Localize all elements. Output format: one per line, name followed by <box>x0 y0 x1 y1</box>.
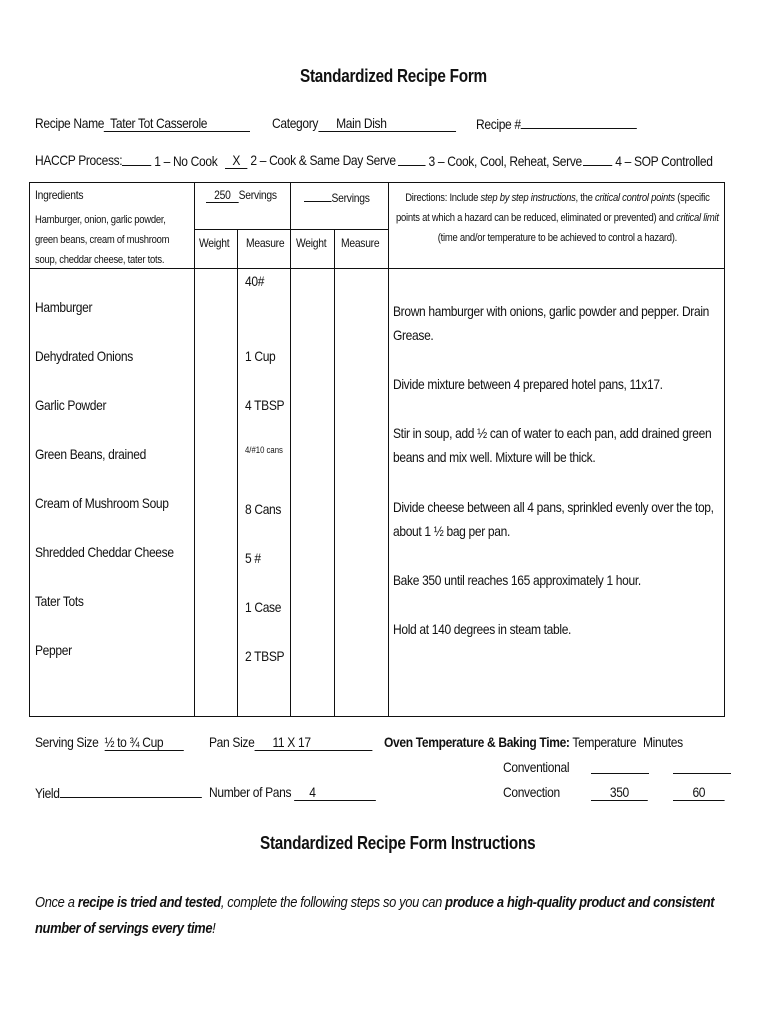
haccp-option-2-mark: X <box>225 152 247 169</box>
haccp-option-1-label: 1 – No Cook <box>154 153 218 169</box>
directions-header: Directions: Include step by step instructions, the critical control points (specific points at which a hazard can be reduced, eliminated or prevented) and critical limit (time and/or temperature to be achieved to control a hazard). <box>396 192 719 244</box>
number-of-pans-row <box>209 784 376 801</box>
ingredients-description <box>35 210 169 270</box>
pan-size-field[interactable] <box>254 734 372 751</box>
ingredient-item: Dehydrated Onions <box>35 348 133 364</box>
servings-2-label: Servings <box>331 191 370 205</box>
direction-step: Stir in soup, add ½ can of water to each pan, add drained green beans and mix well. Mixture will be thick. <box>393 425 712 465</box>
temperature-label: Temperature <box>572 734 637 750</box>
convection-label: Convection <box>503 784 560 800</box>
category-value: Main Dish <box>336 115 387 131</box>
haccp-option-2[interactable] <box>225 152 396 169</box>
direction-step: Bake 350 until reaches 165 approximately 1 hour. <box>393 572 641 588</box>
measure-value: 5 # <box>245 550 261 566</box>
pan-size-label: Pan Size <box>209 734 255 750</box>
weight-header-2: Weight <box>296 236 327 250</box>
haccp-option-2-label: 2 – Cook & Same Day Serve <box>250 152 396 168</box>
haccp-label: HACCP Process: <box>35 152 123 168</box>
servings-col-1-header <box>206 188 277 203</box>
ingredients-desc-line: green beans, cream of mushroom <box>35 234 170 246</box>
haccp-option-3-label: 3 – Cook, Cool, Reheat, Serve <box>428 153 582 169</box>
convection-temp-field[interactable]: 350 <box>591 784 648 801</box>
haccp-option-4[interactable] <box>583 152 713 169</box>
recipe-number-row <box>476 115 637 132</box>
pan-size-row <box>209 734 372 751</box>
ingredient-item: Tater Tots <box>35 593 84 609</box>
yield-label: Yield <box>35 785 60 801</box>
haccp-option-3[interactable] <box>398 152 582 169</box>
recipe-name-field[interactable] <box>104 115 250 132</box>
measure-value: 8 Cans <box>245 501 282 517</box>
convection-minutes-row <box>673 784 725 801</box>
instructions-text: Once a recipe is tried and tested, complete the following steps so you can produce a high-quality product and consistent number of servings every time! <box>35 894 715 937</box>
number-of-pans-label: Number of Pans <box>209 784 292 800</box>
serving-size-label: Serving Size <box>35 734 99 750</box>
convection-minutes-field[interactable]: 60 <box>673 784 725 801</box>
conventional-minutes-field[interactable] <box>673 773 731 774</box>
direction-step: Divide mixture between 4 prepared hotel pans, 11x17. <box>393 376 663 392</box>
ingredient-item: Garlic Powder <box>35 397 107 413</box>
serving-size-value: ½ to ¾ Cup <box>104 734 164 750</box>
number-of-pans-field[interactable] <box>294 784 376 801</box>
category-row <box>272 115 456 132</box>
servings-1-label: Servings <box>238 188 277 202</box>
recipe-number-field[interactable] <box>521 115 637 129</box>
servings-col-2-header <box>304 188 370 205</box>
haccp-option-3-mark <box>398 152 426 166</box>
ingredients-desc-line: Hamburger, onion, garlic powder, <box>35 214 166 226</box>
conventional-temp-field[interactable] <box>591 773 649 774</box>
category-label: Category <box>272 115 319 131</box>
servings-1-value[interactable]: 250 <box>206 188 239 203</box>
recipe-name-row <box>35 115 250 132</box>
pan-size-value: 11 X 17 <box>272 734 311 750</box>
serving-size-field[interactable] <box>104 734 183 751</box>
haccp-option-1[interactable] <box>122 152 217 169</box>
measure-value: 4/#10 cans <box>245 445 283 455</box>
direction-step: Brown hamburger with onions, garlic powder and pepper. Drain Grease. <box>393 303 710 343</box>
recipe-number-label: Recipe # <box>476 116 521 132</box>
measure-value: 40# <box>245 273 265 289</box>
ingredient-item: Cream of Mushroom Soup <box>35 495 169 511</box>
yield-row <box>35 784 202 801</box>
oven-label: Oven Temperature & Baking Time: <box>384 734 570 750</box>
ingredient-item: Green Beans, drained <box>35 446 146 462</box>
oven-row <box>384 734 636 750</box>
measure-header-2: Measure <box>341 236 380 250</box>
haccp-option-1-mark <box>122 152 151 166</box>
ingredients-header: Ingredients <box>35 188 84 202</box>
form-title: Standardized Recipe Form <box>300 66 487 86</box>
weight-header-1: Weight <box>199 236 230 250</box>
conventional-label: Conventional <box>503 759 570 775</box>
ingredient-item: Pepper <box>35 642 72 658</box>
recipe-name-value: Tater Tot Casserole <box>110 115 208 131</box>
measure-value: 1 Cup <box>245 348 276 364</box>
minutes-label: Minutes <box>643 734 683 750</box>
number-of-pans-value: 4 <box>309 784 316 800</box>
serving-size-row <box>35 734 184 751</box>
servings-2-value[interactable] <box>304 188 332 202</box>
haccp-option-4-mark <box>583 152 612 166</box>
yield-field[interactable] <box>60 784 202 798</box>
measure-value: 1 Case <box>245 599 282 615</box>
ingredients-desc-line: soup, cheddar cheese, tater tots. <box>35 254 165 266</box>
recipe-name-label: Recipe Name <box>35 115 105 131</box>
measure-value: 2 TBSP <box>245 648 285 664</box>
haccp-option-4-label: 4 – SOP Controlled <box>615 153 713 169</box>
measure-value: 4 TBSP <box>245 397 285 413</box>
instructions-title: Standardized Recipe Form Instructions <box>260 833 536 853</box>
convection-temp-row <box>591 784 648 801</box>
direction-step: Divide cheese between all 4 pans, sprinkled evenly over the top, about 1 ½ bag per pan. <box>393 499 714 539</box>
direction-step: Hold at 140 degrees in steam table. <box>393 621 572 637</box>
measure-header-1: Measure <box>246 236 285 250</box>
category-field[interactable] <box>318 115 456 132</box>
ingredient-item: Shredded Cheddar Cheese <box>35 544 174 560</box>
ingredient-item: Hamburger <box>35 299 93 315</box>
